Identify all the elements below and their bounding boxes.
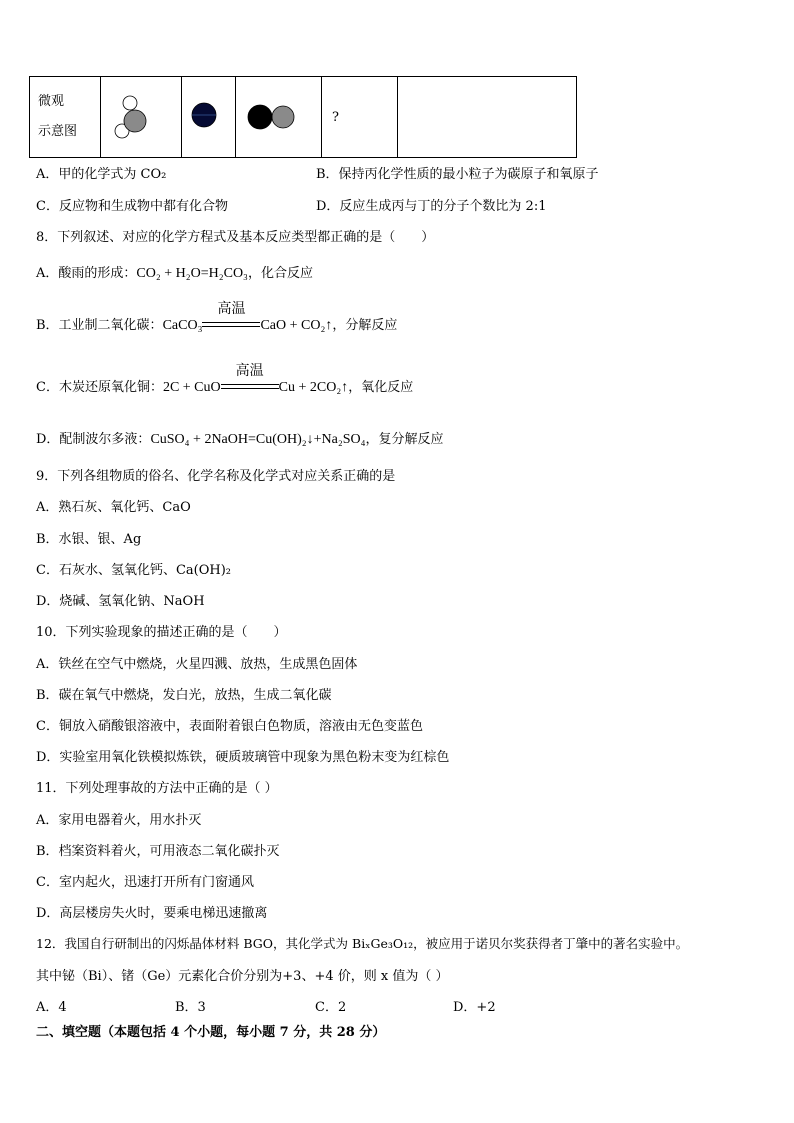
q10-option-c: C．铜放入硝酸银溶液中，表面附着银白色物质，溶液由无色变蓝色 [36, 719, 423, 734]
q8-b-type: ，分解反应 [332, 318, 398, 333]
q12-stem-line1: 12．我国自行研制出的闪烁晶体材料 BGO，其化学式为 BiₓGe₃O₁₂，被应用于诺贝尔奖获得者丁肇中的著名实验中。 [36, 936, 689, 951]
q12-stem-line2: 其中铋（Bi）、锗（Ge）元素化合价分别为+3、+4 价，则 x 值为（ ） [36, 969, 449, 984]
empty-cell [398, 77, 577, 158]
q7-option-b: B．保持丙化学性质的最小粒子为碳原子和氧原子 [316, 167, 599, 182]
q8-a-equation: CO₂ + H₂O=H₂CO₃ [136, 266, 248, 281]
q8-c-condition: 高温 [235, 363, 264, 379]
q8-b-right: CaO + CO₂↑ [260, 318, 333, 333]
q8-d-prefix: D．配制波尔多液： [36, 432, 151, 447]
section-heading: 二、填空题（本题包括 4 个小题，每小题 7 分，共 28 分） [36, 1025, 386, 1040]
q8-c-right: Cu + 2CO₂↑ [278, 380, 349, 395]
table-label-line1: 微观 [38, 94, 65, 109]
q8-c-left: 2C + CuO [162, 380, 221, 395]
q8-d-equation: CuSO₄ + 2NaOH=Cu(OH)₂↓+Na₂SO₄ [150, 432, 366, 447]
q8-b-condition-equals [202, 301, 260, 331]
q7-option-d: D．反应生成丙与丁的分子个数比为 2:1 [316, 199, 547, 214]
q8-option-b [36, 301, 398, 334]
q7-option-c: C．反应物和生成物中都有化合物 [36, 199, 228, 214]
q8-c-prefix: C．木炭还原氧化铜： [36, 380, 163, 395]
molecule-jia-icon [101, 77, 181, 153]
molecule-cell-bing [236, 77, 322, 158]
q8-option-a [36, 262, 313, 282]
table-label-line2: 示意图 [38, 124, 78, 139]
q8-b-condition: 高温 [217, 301, 246, 317]
q8-a-prefix: A．酸雨的形成： [36, 266, 137, 281]
q12-option-c: C．2 [315, 1000, 347, 1015]
molecule-yi-icon [182, 77, 235, 153]
q9-option-d: D．烧碱、氢氧化钠、NaOH [36, 594, 205, 609]
q8-b-left: CaCO₃ [162, 318, 203, 333]
q10-option-d: D．实验室用氧化铁模拟炼铁，硬质玻璃管中现象为黑色粉末变为红棕色 [36, 750, 450, 765]
q12-option-d: D．+2 [453, 1000, 496, 1015]
q9-option-c: C．石灰水、氢氧化钙、Ca(OH)₂ [36, 563, 231, 578]
unknown-molecule-mark: ? [332, 109, 339, 125]
q8-stem: 8．下列叙述、对应的化学方程式及基本反应类型都正确的是（ ） [36, 230, 435, 245]
q9-stem: 9．下列各组物质的俗名、化学名称及化学式对应关系正确的是 [36, 469, 396, 484]
q11-option-c: C．室内起火，迅速打开所有门窗通风 [36, 875, 254, 890]
molecule-cell-yi [182, 77, 236, 158]
q10-option-a: A．铁丝在空气中燃烧，火星四溅、放热，生成黑色固体 [36, 657, 358, 672]
q8-c-condition-equals [221, 363, 279, 393]
q8-c-type: ，氧化反应 [348, 380, 414, 395]
q8-a-type: ，化合反应 [247, 266, 313, 281]
q9-option-b: B．水银、银、Ag [36, 532, 142, 547]
q10-stem: 10．下列实验现象的描述正确的是（ ） [36, 625, 287, 640]
table-label-cell [30, 77, 101, 158]
q12-option-a: A．4 [36, 1000, 67, 1015]
q11-option-b: B．档案资料着火，可用液态二氧化碳扑灭 [36, 844, 280, 859]
q8-d-type: ，复分解反应 [365, 432, 444, 447]
q11-stem: 11．下列处理事故的方法中正确的是（ ） [36, 781, 278, 796]
molecule-cell-jia [101, 77, 182, 158]
q11-option-a: A．家用电器着火，用水扑灭 [36, 813, 202, 828]
molecule-table [29, 76, 577, 158]
q7-option-a: A．甲的化学式为 CO₂ [36, 167, 167, 182]
q8-b-prefix: B．工业制二氧化碳： [36, 318, 163, 333]
q10-option-b: B．碳在氧气中燃烧，发白光，放热，生成二氧化碳 [36, 688, 332, 703]
q12-option-b: B．3 [175, 1000, 206, 1015]
q11-option-d: D．高层楼房失火时，要乘电梯迅速撤离 [36, 906, 268, 921]
molecule-bing-icon [236, 77, 321, 153]
q8-option-d [36, 428, 444, 448]
q9-option-a: A．熟石灰、氧化钙、CaO [36, 500, 191, 515]
q8-option-c [36, 363, 414, 396]
molecule-cell-ding [322, 77, 398, 158]
